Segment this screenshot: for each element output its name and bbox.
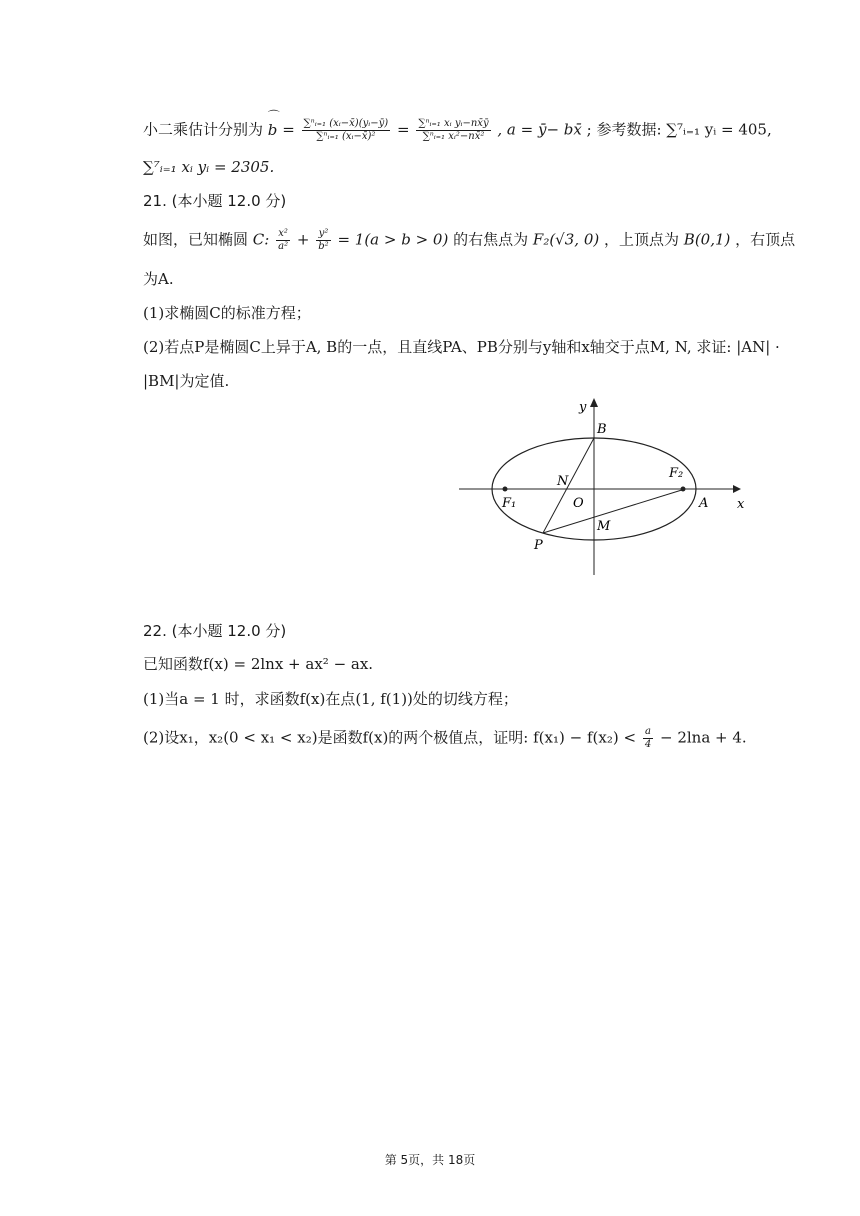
q21-part2-a: (2)若点P是椭圆C上异于A, B的一点，且直线PA、PB分别与y轴和x轴交于点M, N, 求证: |AN| · bbox=[143, 338, 780, 356]
equals-sign-2: = bbox=[396, 120, 410, 139]
focus-f2: F₂(√3, 0) bbox=[532, 230, 600, 249]
b-hat: ⌒ b bbox=[268, 119, 278, 141]
label-f2: F₂ bbox=[669, 466, 684, 481]
label-o: O bbox=[573, 496, 584, 511]
label-b: B bbox=[597, 422, 607, 437]
q21-header: 21. (本小题 12.0 分) bbox=[143, 192, 287, 210]
fraction-1: $\frac{\text{∑ⁿᵢ₌₁ (xᵢ−x̄)(yᵢ−ȳ)}}{\text{∑ⁿᵢ₌₁ (xᵢ−x̄)²}}$ bbox=[303, 118, 389, 142]
q21-intro-a: 如图，已知椭圆 bbox=[143, 230, 249, 249]
label-n: N bbox=[557, 474, 569, 489]
q21-intro-line-2: 为A. bbox=[143, 270, 174, 288]
q22-part2-a: (2)设x₁，x₂(0 < x₁ < x₂)是函数f(x)的两个极值点，证明: f(x₁) − f(x₂) < bbox=[143, 728, 637, 747]
formula-prefix: 小二乘估计分别为 bbox=[143, 120, 264, 139]
page-footer: 第 5页，共 18页 bbox=[384, 1153, 476, 1167]
focus-f2-dot bbox=[681, 487, 686, 492]
focus-f1-dot bbox=[503, 487, 508, 492]
x-axis-arrow-icon bbox=[733, 485, 741, 493]
q21-intro-e: ，右顶点 bbox=[735, 230, 796, 249]
q22-intro: 已知函数f(x) = 2lnx + ax² − ax. bbox=[143, 655, 374, 673]
plus-sign: + bbox=[296, 230, 310, 249]
ellipse-frac-y: $\frac{\text{y²}}{\text{b²}}$ bbox=[318, 228, 329, 252]
label-p: P bbox=[534, 538, 543, 553]
fraction-2: $\frac{\text{∑ⁿᵢ₌₁ xᵢ yᵢ−nx̄ȳ}}{\text{∑ⁿᵢ₌₁ xᵢ²−nx̄²}}$ bbox=[418, 118, 489, 142]
label-y: y bbox=[579, 400, 587, 415]
q22-fraction: $\frac{a}{4}$ bbox=[644, 726, 652, 750]
a-hat-expression: , a = ȳ− bx̄ bbox=[497, 120, 582, 139]
ellipse-figure bbox=[455, 395, 755, 580]
q21-intro-b: 的右焦点为 bbox=[453, 230, 529, 249]
sum-xy-line: ∑⁷ᵢ₌₁ xᵢ yᵢ = 2305. bbox=[143, 158, 275, 176]
q22-part1: (1)当a = 1 时，求函数f(x)在点(1, f(1))处的切线方程； bbox=[143, 690, 518, 708]
equals-sign: = bbox=[282, 120, 295, 139]
q21-intro-line bbox=[143, 228, 795, 253]
q22-part2-line bbox=[143, 726, 747, 751]
regression-formula-line bbox=[143, 118, 772, 143]
reference-data: ; 参考数据: ∑⁷ᵢ₌₁ yᵢ = 405, bbox=[586, 120, 772, 139]
ellipse-frac-x: $\frac{\text{x²}}{\text{a²}}$ bbox=[278, 228, 289, 252]
q22-part2-b: − 2lna + 4. bbox=[659, 728, 747, 747]
line-pb bbox=[543, 438, 594, 533]
y-axis-arrow-icon bbox=[590, 398, 598, 407]
ellipse-name: C: bbox=[252, 230, 270, 249]
q21-intro-d: ，上顶点为 bbox=[604, 230, 680, 249]
q21-part1: (1)求椭圆C的标准方程； bbox=[143, 304, 311, 322]
label-m: M bbox=[597, 519, 611, 534]
label-x: x bbox=[737, 497, 745, 512]
ellipse-condition: = 1(a > b > 0) bbox=[337, 230, 449, 249]
q21-part2-b: |BM|为定值. bbox=[143, 372, 230, 390]
q22-header: 22. (本小题 12.0 分) bbox=[143, 622, 287, 640]
label-a: A bbox=[699, 496, 709, 511]
vertex-b: B(0,1) bbox=[683, 230, 731, 249]
label-f1: F₁ bbox=[502, 496, 517, 511]
